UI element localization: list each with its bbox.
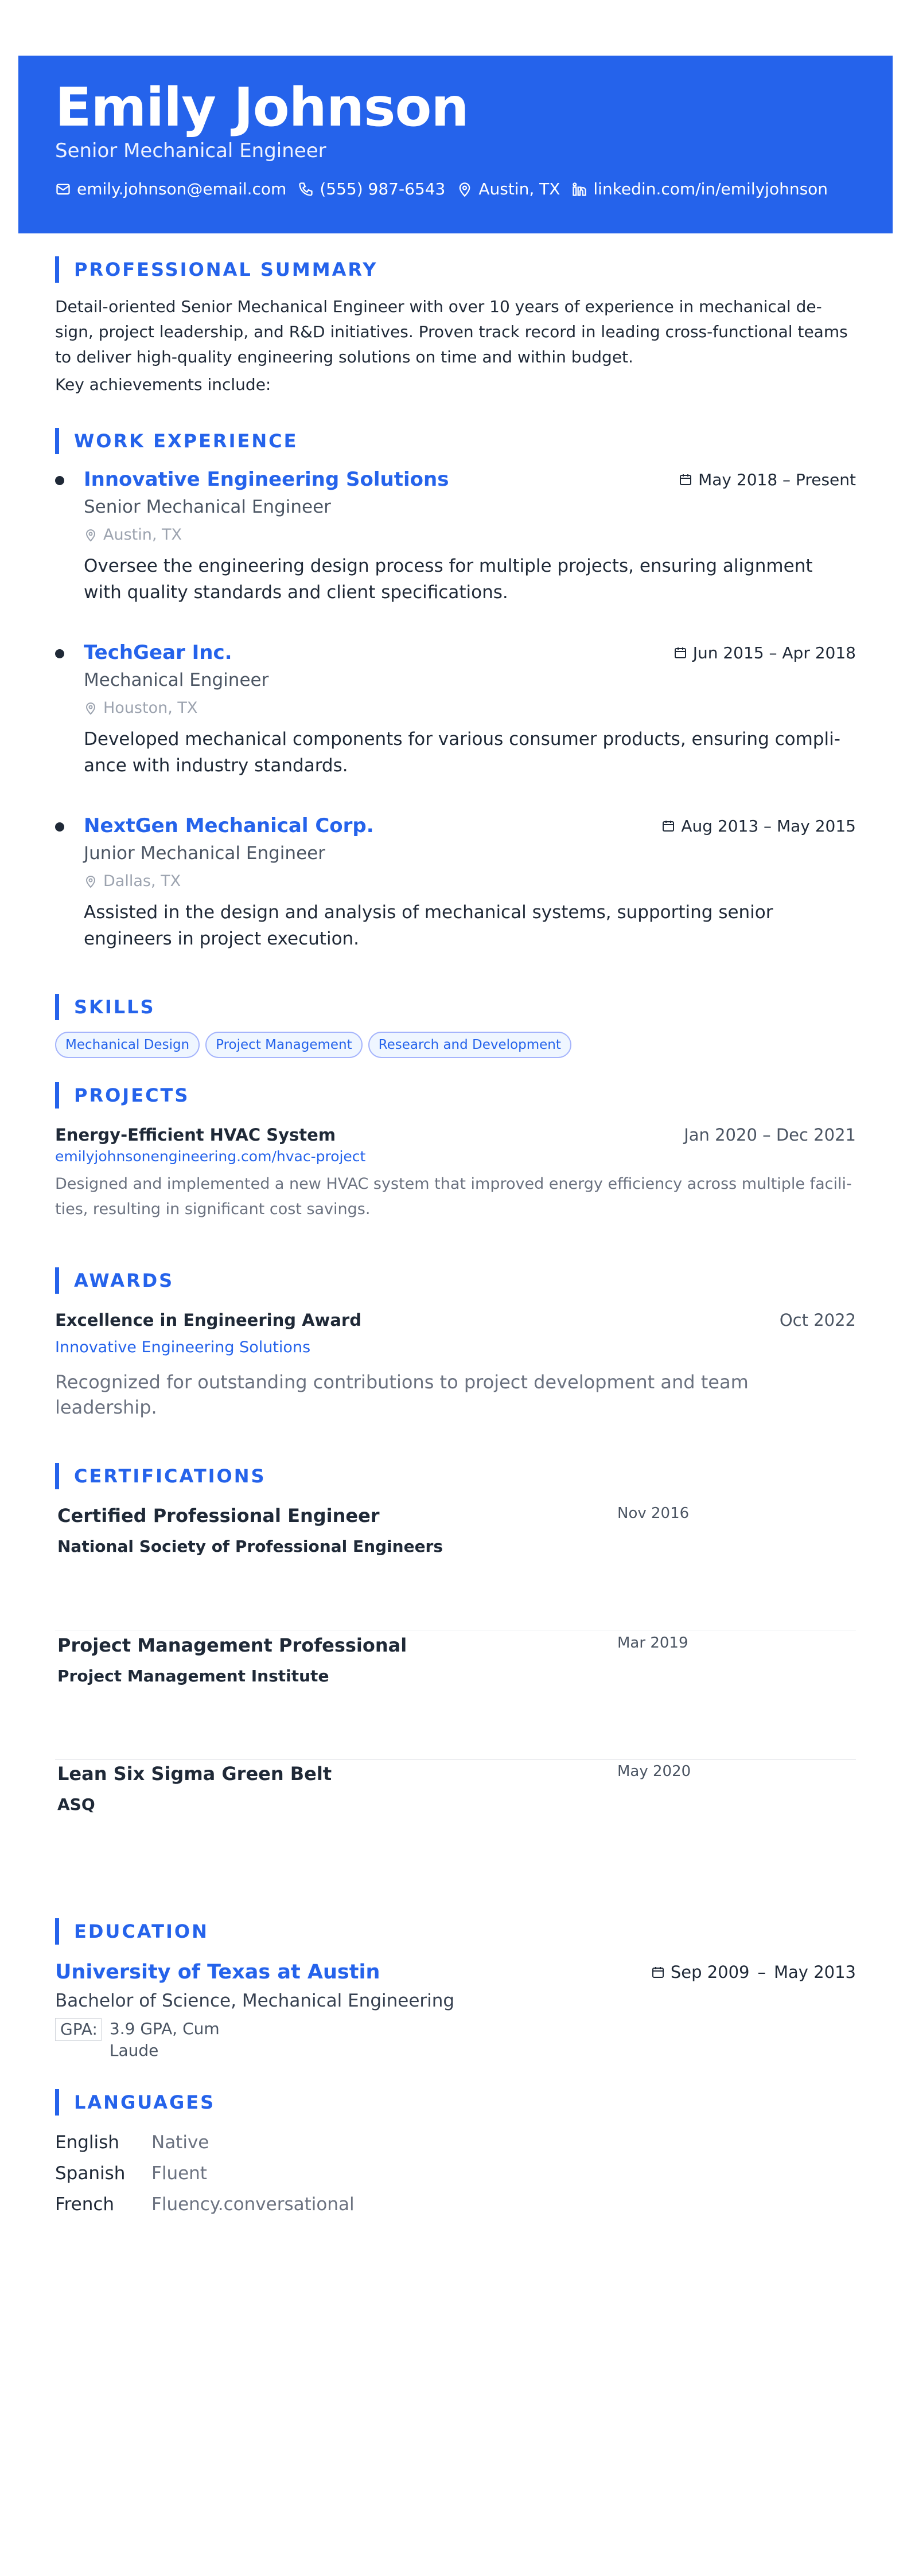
education-end: May 2013 — [774, 1962, 856, 1982]
gpa-row — [55, 2018, 856, 2062]
job-company: Innovative Engineering Solutions — [84, 468, 449, 491]
bullet-dot — [55, 476, 64, 485]
job-dates — [661, 817, 856, 836]
calendar-icon — [651, 1965, 665, 1979]
certification-name: Certified Professional Engineer — [57, 1505, 380, 1527]
linkedin-text: linkedin.com/in/emilyjohnson — [593, 179, 828, 198]
section-heading-summary: PROFESSIONAL SUMMARY — [55, 256, 856, 283]
language-level: Native — [151, 2132, 209, 2153]
job-role: Junior Mechanical Engineer — [84, 843, 325, 864]
languages-section — [55, 2089, 856, 2220]
language-item — [55, 2158, 856, 2189]
language-name: English — [55, 2132, 119, 2153]
job-company: NextGen Mechanical Corp. — [84, 814, 374, 837]
language-name: French — [55, 2194, 115, 2215]
awards-section — [55, 1267, 856, 1420]
project-description: Designed and implemented a new HVAC system that improved energy efficiency across multiple facili-ties, resulting in significant cost savings. — [55, 1175, 852, 1218]
section-heading-experience: WORK EXPERIENCE — [55, 428, 856, 454]
language-item — [55, 2127, 856, 2158]
contact-location — [457, 178, 560, 200]
award-date: Oct 2022 — [779, 1310, 856, 1330]
resume-header — [18, 56, 893, 233]
summary-section — [55, 256, 856, 397]
gpa-value: 3.9 GPA, Cum Laude — [109, 2019, 220, 2060]
project-dates: Jan 2020 – Dec 2021 — [684, 1125, 856, 1145]
certification-issuer: National Society of Professional Engineers — [57, 1537, 443, 1556]
gpa-label: GPA: — [55, 2018, 102, 2041]
date-separator: – — [757, 1962, 766, 1982]
achievements-intro: Key achievements include: — [55, 375, 271, 394]
award-name: Excellence in Engineering Award — [55, 1310, 361, 1330]
job-dates-text: May 2018 – Present — [698, 470, 856, 489]
certification-issuer: ASQ — [57, 1795, 95, 1814]
certification-name: Project Management Professional — [57, 1634, 407, 1656]
education-school: University of Texas at Austin — [55, 1961, 380, 1984]
skills-list — [55, 1032, 856, 1058]
projects-section — [55, 1082, 856, 1222]
certification-name: Lean Six Sigma Green Belt — [57, 1763, 332, 1785]
contact-bar — [55, 178, 856, 200]
candidate-name: Emily Johnson — [55, 76, 469, 138]
skill-tag: Project Management — [205, 1032, 363, 1058]
candidate-title: Senior Mechanical Engineer — [55, 139, 326, 162]
education-degree: Bachelor of Science, Mechanical Engineering — [55, 1990, 455, 2011]
education-item — [55, 1960, 856, 2062]
education-section — [55, 1918, 856, 2062]
job-role: Senior Mechanical Engineer — [84, 497, 331, 517]
certification-item — [55, 1503, 856, 1630]
contact-phone[interactable] — [298, 178, 445, 200]
map-pin-icon — [84, 528, 98, 542]
bullet-dot — [55, 649, 64, 658]
experience-item — [55, 813, 856, 952]
job-location-text: Houston, TX — [103, 699, 198, 717]
job-role: Mechanical Engineer — [84, 670, 269, 690]
mail-icon — [55, 181, 71, 197]
certification-date: Mar 2019 — [617, 1634, 688, 1652]
job-location — [84, 697, 856, 719]
language-level: Fluent — [151, 2163, 207, 2184]
education-start: Sep 2009 — [670, 1962, 750, 1982]
project-link[interactable]: emilyjohnsonengineering.com/hvac-project — [55, 1148, 366, 1165]
job-location — [84, 871, 856, 892]
calendar-icon — [673, 646, 687, 659]
certification-date: Nov 2016 — [617, 1505, 690, 1522]
section-heading-certifications: CERTIFICATIONS — [55, 1463, 856, 1489]
phone-icon — [298, 181, 314, 197]
skill-tag: Mechanical Design — [55, 1032, 200, 1058]
award-organization: Innovative Engineering Solutions — [55, 1338, 311, 1356]
bullet-dot — [55, 822, 64, 832]
certification-entry — [55, 1761, 856, 1888]
certification-entry — [55, 1633, 856, 1760]
certification-item — [55, 1633, 856, 1760]
skill-tag: Research and Development — [368, 1032, 571, 1058]
section-heading-awards: AWARDS — [55, 1267, 856, 1294]
map-pin-icon — [84, 875, 98, 888]
section-heading-languages: LANGUAGES — [55, 2089, 856, 2116]
job-dates — [673, 643, 856, 662]
award-description: Recognized for outstanding contributions to project development and team leadership. — [55, 1371, 749, 1418]
languages-list — [55, 2127, 856, 2220]
education-dates — [651, 1962, 856, 1982]
certification-date: May 2020 — [617, 1763, 691, 1780]
award-item — [55, 1309, 856, 1420]
certification-item — [55, 1761, 856, 1888]
project-item — [55, 1123, 856, 1222]
job-dates-text: Aug 2013 – May 2015 — [681, 816, 856, 836]
job-dates — [679, 470, 856, 489]
location-text: Austin, TX — [478, 179, 560, 198]
contact-email[interactable] — [55, 178, 286, 200]
skills-section — [55, 994, 856, 1058]
phone-text: (555) 987-6543 — [320, 179, 446, 198]
language-item — [55, 2189, 856, 2220]
section-heading-projects: PROJECTS — [55, 1082, 856, 1109]
divider — [55, 1759, 856, 1760]
map-pin-icon — [457, 181, 473, 197]
calendar-icon — [679, 473, 692, 486]
experience-item — [55, 640, 856, 779]
job-location-text: Austin, TX — [103, 526, 182, 544]
section-heading-education: EDUCATION — [55, 1918, 856, 1945]
language-level: Fluency.conversational — [151, 2194, 355, 2215]
job-location — [84, 524, 856, 546]
section-heading-skills: SKILLS — [55, 994, 856, 1020]
linkedin-icon — [571, 181, 587, 197]
job-description: Developed mechanical components for various consumer products, ensuring compli-ance with industry standards. — [84, 729, 840, 776]
job-location-text: Dallas, TX — [103, 872, 181, 890]
job-description: Oversee the engineering design process for multiple projects, ensuring alignment with quality standards and client specifications. — [84, 556, 813, 603]
experience-section — [55, 428, 856, 949]
language-name: Spanish — [55, 2163, 126, 2184]
email-text: emily.johnson@email.com — [77, 179, 287, 198]
job-dates-text: Jun 2015 – Apr 2018 — [692, 643, 856, 662]
project-name: Energy-Efficient HVAC System — [55, 1125, 336, 1145]
job-company: TechGear Inc. — [84, 641, 232, 664]
contact-linkedin[interactable] — [571, 178, 828, 200]
certification-issuer: Project Management Institute — [57, 1666, 329, 1685]
summary-text: Detail-oriented Senior Mechanical Engineer with over 10 years of experience in mechanical de-sign, project leadership, and R&D initiatives. Proven track record in leading cross-functional teams to deliver high-quality engineering solutions on time and within budget. — [55, 297, 848, 366]
map-pin-icon — [84, 701, 98, 715]
experience-item — [55, 467, 856, 606]
job-description: Assisted in the design and analysis of mechanical systems, supporting senior engineers in project execution. — [84, 902, 773, 949]
calendar-icon — [661, 819, 675, 833]
